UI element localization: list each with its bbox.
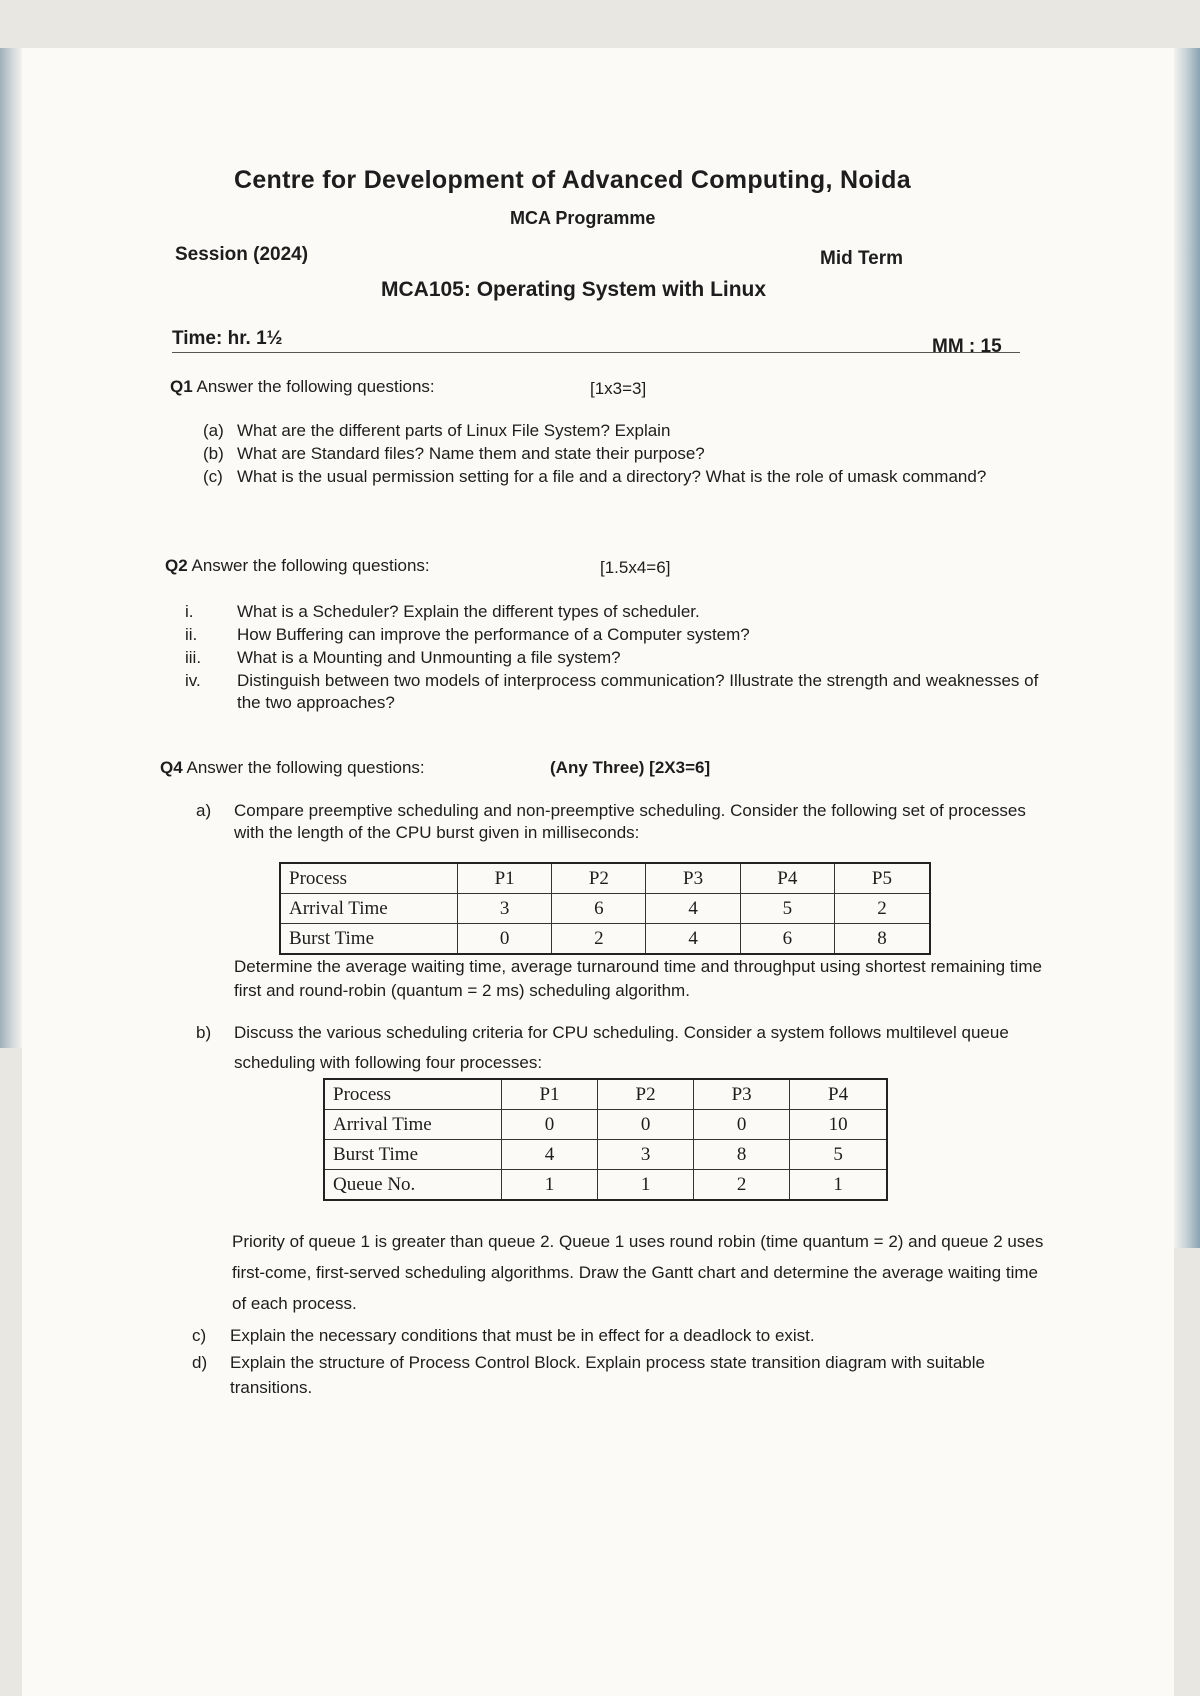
header-divider — [172, 352, 1020, 353]
table-cell: 0 — [694, 1110, 790, 1140]
table-cell: P2 — [552, 863, 646, 894]
q4-b-label: b) — [196, 1023, 212, 1042]
table-cell: 3 — [598, 1140, 694, 1170]
q2-item-iv-label: iv. — [185, 671, 201, 690]
session-label: Session (2024) — [175, 244, 309, 265]
table-cell: P5 — [834, 863, 930, 894]
table-row — [324, 1110, 887, 1140]
institute-title: Centre for Development of Advanced Computing, Noida — [234, 166, 911, 194]
programme-name: MCA Programme — [510, 208, 656, 228]
q2-item-iii-text: What is a Mounting and Unmounting a file system? — [237, 648, 621, 667]
course-title: MCA105: Operating System with Linux — [381, 278, 767, 301]
q4-a-process-table — [279, 862, 931, 955]
q4-c-text: Explain the necessary conditions that must be in effect for a deadlock to exist. — [230, 1326, 815, 1345]
table-cell: Arrival Time — [280, 894, 458, 924]
table-cell: 1 — [502, 1170, 598, 1201]
table-cell: P4 — [790, 1079, 887, 1110]
q1-item-a-label: (a) — [203, 421, 224, 440]
q4-c-label: c) — [192, 1326, 207, 1345]
q2-item-ii-text: How Buffering can improve the performance of a Computer system? — [237, 625, 750, 644]
q2-label: Q2 — [165, 556, 188, 575]
q2-item-ii-label: ii. — [185, 625, 198, 644]
table-row — [324, 1079, 887, 1110]
table-row — [324, 1170, 887, 1201]
q2-item-i-text: What is a Scheduler? Explain the different types of scheduler. — [237, 602, 700, 621]
table-cell: 1 — [598, 1170, 694, 1201]
q4-b-text: Discuss the various scheduling criteria for CPU scheduling. Consider a system follows multilevel queue scheduling with following four processes: — [234, 1023, 1009, 1072]
q2-item-i-label: i. — [185, 602, 194, 621]
q4-b-process-table — [323, 1078, 888, 1201]
q4-marks: (Any Three) [2X3=6] — [550, 758, 711, 777]
table-cell: Queue No. — [324, 1170, 502, 1201]
table-row — [280, 863, 930, 894]
q4-a-followup: Determine the average waiting time, average turnaround time and throughput using shortest remaining time first and round-robin (quantum = 2 ms) scheduling algorithm. — [234, 957, 1042, 1000]
q1-item-b-label: (b) — [203, 444, 224, 463]
q1-item-b-text: What are Standard files? Name them and state their purpose? — [237, 444, 705, 463]
q1-item-c-label: (c) — [203, 467, 223, 486]
table-row — [280, 924, 930, 955]
q2-item-iii-label: iii. — [185, 648, 202, 667]
table-cell: 6 — [740, 924, 834, 955]
q4-b-followup: Priority of queue 1 is greater than queue 2. Queue 1 uses round robin (time quantum = 2) and queue 2 uses first-come, first-served scheduling algorithms. Draw the Gantt chart and determine the average waiting time of each process. — [232, 1232, 1044, 1313]
q1-item-a-text: What are the different parts of Linux File System? Explain — [237, 421, 671, 440]
table-row — [324, 1140, 887, 1170]
table-cell: 2 — [694, 1170, 790, 1201]
table-cell: P3 — [646, 863, 740, 894]
table-cell: Process — [280, 863, 458, 894]
q4-a-label: a) — [196, 801, 212, 820]
q1-item-c-text: What is the usual permission setting for a file and a directory? What is the role of umask command? — [237, 467, 987, 486]
table-cell: 2 — [552, 924, 646, 955]
table-cell: P1 — [502, 1079, 598, 1110]
table-cell: 4 — [646, 894, 740, 924]
table-cell: 2 — [834, 894, 930, 924]
table-cell: 4 — [646, 924, 740, 955]
table-cell: 8 — [694, 1140, 790, 1170]
table-cell: 1 — [790, 1170, 887, 1201]
scan-edge-right — [1174, 48, 1200, 1248]
q1-label: Q1 — [170, 377, 193, 396]
q4-d-label: d) — [192, 1353, 208, 1372]
table-cell: 0 — [598, 1110, 694, 1140]
q2-marks: [1.5x4=6] — [600, 558, 671, 577]
table-cell: Burst Time — [324, 1140, 502, 1170]
table-cell: Arrival Time — [324, 1110, 502, 1140]
table-cell: 10 — [790, 1110, 887, 1140]
table-cell: 5 — [740, 894, 834, 924]
q4-instruction: Answer the following questions: — [186, 758, 425, 777]
table-cell: 5 — [790, 1140, 887, 1170]
q1-heading — [170, 377, 435, 397]
table-cell: P2 — [598, 1079, 694, 1110]
table-row — [280, 894, 930, 924]
q2-instruction: Answer the following questions: — [191, 556, 430, 575]
q4-heading — [160, 758, 425, 778]
table-cell: 0 — [458, 924, 552, 955]
q4-a-text: Compare preemptive scheduling and non-preemptive scheduling. Consider the following set of processes with the length of the CPU burst given in milliseconds: — [234, 801, 1026, 842]
table-cell: Process — [324, 1079, 502, 1110]
q1-instruction: Answer the following questions: — [196, 377, 435, 396]
table-cell: 4 — [502, 1140, 598, 1170]
table-cell: P4 — [740, 863, 834, 894]
q4-label: Q4 — [160, 758, 183, 777]
max-marks: MM : 15 — [932, 336, 1002, 357]
table-cell: P3 — [694, 1079, 790, 1110]
table-cell: 6 — [552, 894, 646, 924]
q1-marks: [1x3=3] — [590, 379, 647, 398]
q4-d-text: Explain the structure of Process Control Block. Explain process state transition diagram with suitable transitions. — [230, 1353, 985, 1397]
q2-heading — [165, 556, 430, 576]
table-cell: P1 — [458, 863, 552, 894]
time-allowed: Time: hr. 1½ — [172, 328, 283, 349]
table-cell: Burst Time — [280, 924, 458, 955]
q2-item-iv-text: Distinguish between two models of interprocess communication? Illustrate the strength and weaknesses of the two approaches? — [237, 671, 1039, 712]
exam-type: Mid Term — [820, 248, 904, 269]
table-cell: 3 — [458, 894, 552, 924]
scan-edge-left — [0, 48, 22, 1048]
table-cell: 0 — [502, 1110, 598, 1140]
table-cell: 8 — [834, 924, 930, 955]
